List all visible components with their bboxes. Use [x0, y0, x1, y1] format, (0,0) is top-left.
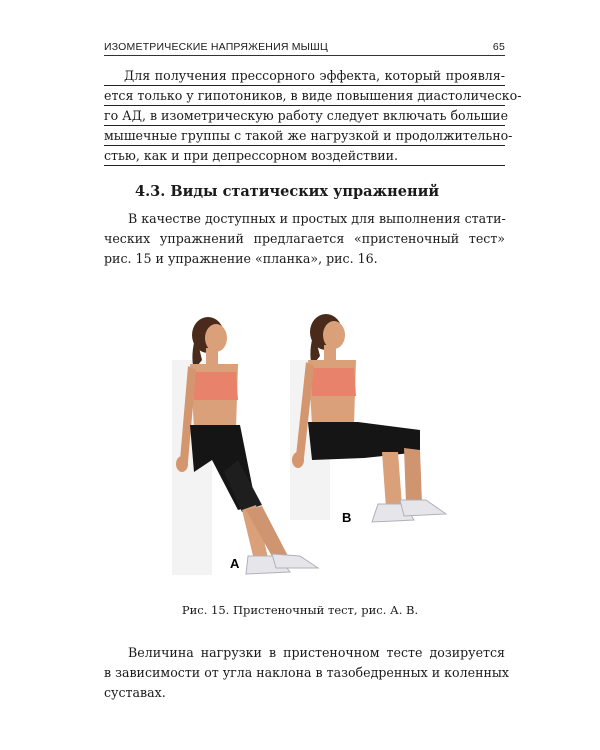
- paragraph-pressor-effect: [104, 66, 522, 166]
- label-b: B: [342, 510, 352, 525]
- text-line: ется только у гипотоников, в виде повышения диастолическо-: [104, 86, 505, 106]
- text-line: в зависимости от угла наклона в тазобедренных и коленных: [104, 665, 509, 680]
- label-a: A: [230, 556, 240, 571]
- figure-b-person: [290, 314, 446, 522]
- text-line: стью, как и при депрессорном воздействии.: [104, 146, 505, 166]
- page-number: 65: [492, 41, 505, 53]
- running-header: [104, 38, 505, 56]
- section-heading: 4.3. Виды статических упражнений: [135, 183, 440, 200]
- text-line: го АД, в изометрическую работу следует включать большие: [104, 106, 505, 126]
- running-title: ИЗОМЕТРИЧЕСКИЕ НАПРЯЖЕНИЯ МЫШЦ: [104, 41, 328, 53]
- paragraph-intro: [104, 209, 505, 269]
- text-line: рис. 15 и упражнение «планка», рис. 16.: [104, 251, 378, 266]
- wall-sit-figure: [150, 300, 460, 590]
- figure-caption: Рис. 15. Пристеночный тест, рис. А. В.: [181, 603, 419, 617]
- paragraph-load-dosage: [104, 643, 509, 703]
- wall-sit-illustration: [150, 300, 460, 590]
- text-line: Для получения прессорного эффекта, который проявля-: [104, 66, 505, 86]
- text-line: ческих упражнений предлагается «пристеночный тест»: [104, 231, 505, 246]
- text-line: Величина нагрузки в пристеночном тесте дозируется: [128, 645, 505, 660]
- text-line: мышечные группы с такой же нагрузкой и продолжительно-: [104, 126, 505, 146]
- text-line: В качестве доступных и простых для выполнения стати-: [128, 211, 506, 226]
- text-line: суставах.: [104, 685, 166, 700]
